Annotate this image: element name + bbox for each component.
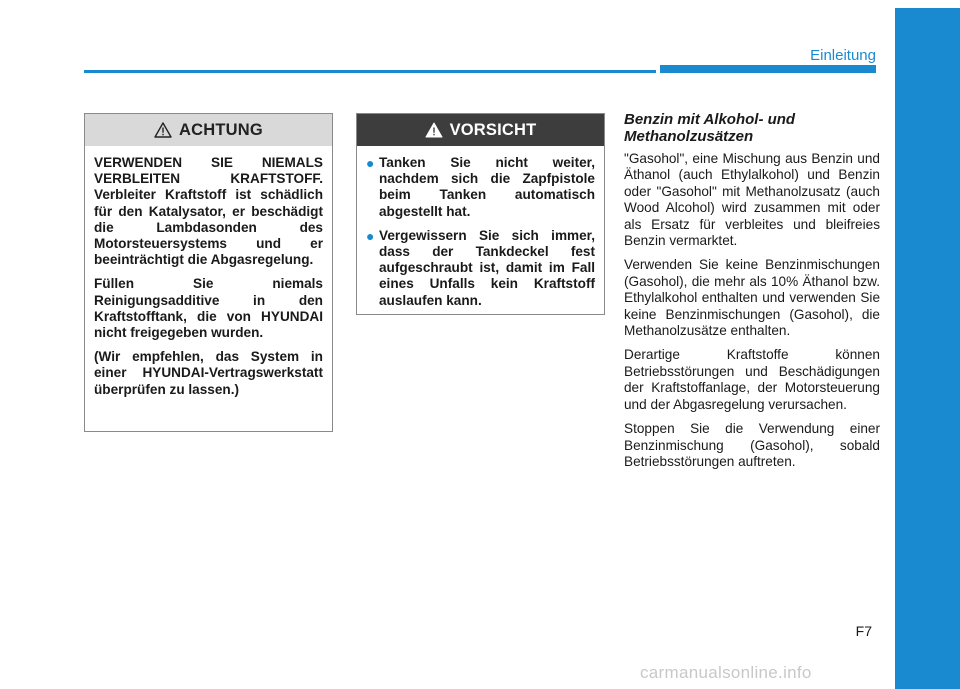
- vorsicht-list: [366, 155, 595, 309]
- achtung-box: [84, 113, 333, 432]
- main-text-column: [624, 111, 880, 478]
- warning-triangle-outline-icon: [154, 122, 172, 138]
- vorsicht-body: [357, 146, 604, 309]
- body-paragraph: Stoppen Sie die Verwendung einer Benzinmischung (Gasohol), sobald Betriebsstörungen auftreten.: [624, 421, 880, 469]
- list-item: [366, 228, 595, 309]
- achtung-header: [85, 114, 332, 146]
- body-paragraph: Derartige Kraftstoffe können Betriebsstörungen und Beschädigungen der Kraftstoffanlage, der Motorsteuerung und der Abgasregelung verursachen.: [624, 347, 880, 412]
- achtung-title: ACHTUNG: [179, 120, 263, 139]
- achtung-paragraph: VERWENDEN SIE NIEMALS VERBLEITEN KRAFTSTOFF. Verbleiter Kraftstoff ist schädlich für den Katalysator, er beschädigt die Lambdasonden des Motorsteuersystems und er beeinträchtigt die Abgasregelung.: [94, 155, 323, 268]
- chapter-side-tab: [895, 8, 960, 689]
- page-number: F7: [855, 623, 872, 639]
- section-title: Einleitung: [810, 47, 876, 64]
- achtung-paragraph: Füllen Sie niemals Reinigungsadditive in den Kraftstofftank, die von HYUNDAI nicht freigegeben wurden.: [94, 276, 323, 341]
- vorsicht-box: [356, 113, 605, 315]
- header-rule-accent: [660, 65, 876, 73]
- header-rule: [84, 70, 656, 73]
- achtung-paragraph: (Wir empfehlen, das System in einer HYUNDAI-Vertragswerkstatt überprüfen zu lassen.): [94, 349, 323, 397]
- vorsicht-bullet-text: Tanken Sie nicht weiter, nachdem sich die Zapfpistole beim Tanken automatisch abgestellt hat.: [379, 155, 595, 219]
- section-heading: Benzin mit Alkohol- und Methanolzusätzen: [624, 111, 796, 145]
- achtung-body: [85, 146, 332, 398]
- body-paragraph: "Gasohol", eine Mischung aus Benzin und Äthanol (auch Ethylalkohol) und Benzin oder "Gasohol" mit Methanolzusatz (auch Wood Alcohol) wird zusammen mit oder als Ersatz für verbleites und bleifreies Benzin vermarktet.: [624, 151, 880, 249]
- vorsicht-header: [357, 114, 604, 146]
- list-item: [366, 155, 595, 220]
- vorsicht-title: VORSICHT: [449, 120, 537, 139]
- bullet-dot-icon: ●: [366, 227, 375, 244]
- body-paragraph: Verwenden Sie keine Benzinmischungen (Gasohol), die mehr als 10% Äthanol bzw. Ethylalkohol enthalten und verwenden Sie keine Benzinmischungen (Gasohol), die Methanolzusätze enthalten.: [624, 257, 880, 339]
- watermark: carmanualsonline.info: [640, 663, 812, 682]
- vorsicht-bullet-text: Vergewissern Sie sich immer, dass der Tankdeckel fest aufgeschraubt ist, damit im Fall eines Unfalls kein Kraftstoff auslaufen kann.: [379, 227, 595, 308]
- bullet-dot-icon: ●: [366, 155, 375, 171]
- warning-triangle-filled-icon: [425, 122, 443, 138]
